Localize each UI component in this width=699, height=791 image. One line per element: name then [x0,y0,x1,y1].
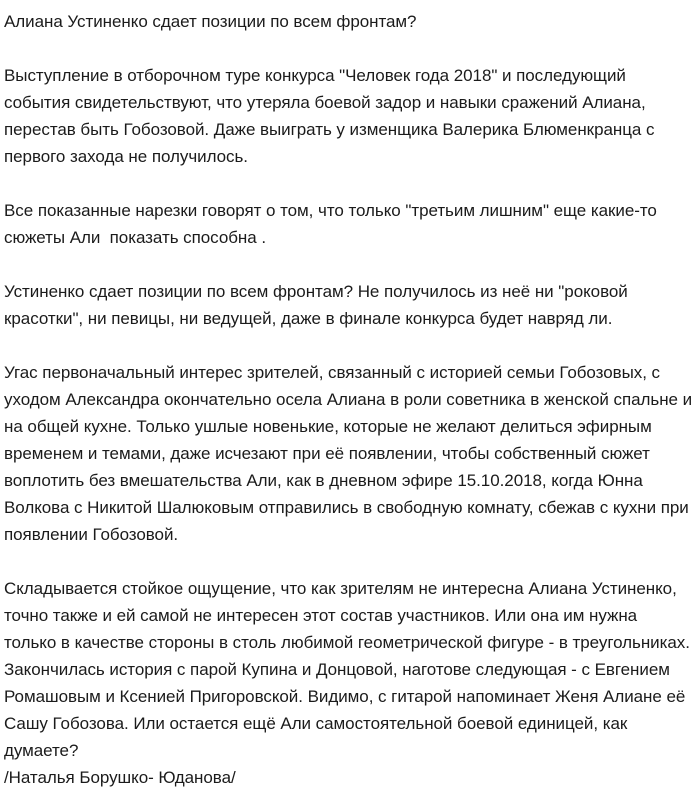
article-paragraph: Угас первоначальный интерес зрителей, связанный с историей семьи Гобозовых, с уходом Александра окончательно осела Алиана в роли советника в женской спальне и на общей кухне. Только ушлые новенькие, которые не желают делиться эфирным временем и темами, даже исчезают при её появлении, чтобы собственный сюжет воплотить без вмешательства Али, как в дневном эфире 15.10.2018, когда Юнна Волкова с Никитой Шалюковым отправились в свободную комнату, сбежав с кухни при появлении Гобозовой. [4,363,697,544]
article-paragraph: Устиненко сдает позиции по всем фронтам? Не получилось из неё ни "роковой красотки", ни певицы, ни ведущей, даже в финале конкурса будет навряд ли. [4,282,633,328]
article-signature: /Наталья Борушко- Юданова/ [4,768,236,787]
article-paragraph: Выступление в отборочном туре конкурса "Человек года 2018" и последующий события свидетельствуют, что утеряла боевой задор и навыки сражений Алиана, перестав быть Гобозовой. Даже выиграть у изменщика Валерика Блюменкранца с первого захода не получилось. [4,66,660,166]
article-paragraph-final [4,575,693,791]
article-headline: Алиана Устиненко сдает позиции по всем фронтам? [4,12,417,31]
article-paragraph-text: Складывается стойкое ощущение, что как зрителям не интересна Алиана Устиненко, точно также и ей самой не интересен этот состав участников. Или она им нужна только в качестве стороны в столь любимой геометрической фигуре - в треугольниках. Закончилась история с парой Купина и Донцовой, наготове следующая - с Евгением Ромашовым и Ксенией Пригоровской. Видимо, с гитарой напоминает Женя Алиане её Сашу Гобозова. Или остается ещё Али самостоятельной боевой единицей, как думаете? [4,579,695,760]
article-paragraph: Все показанные нарезки говорят о том, что только "третьим лишним" еще какие-то сюжеты Али показать способна . [4,201,662,247]
